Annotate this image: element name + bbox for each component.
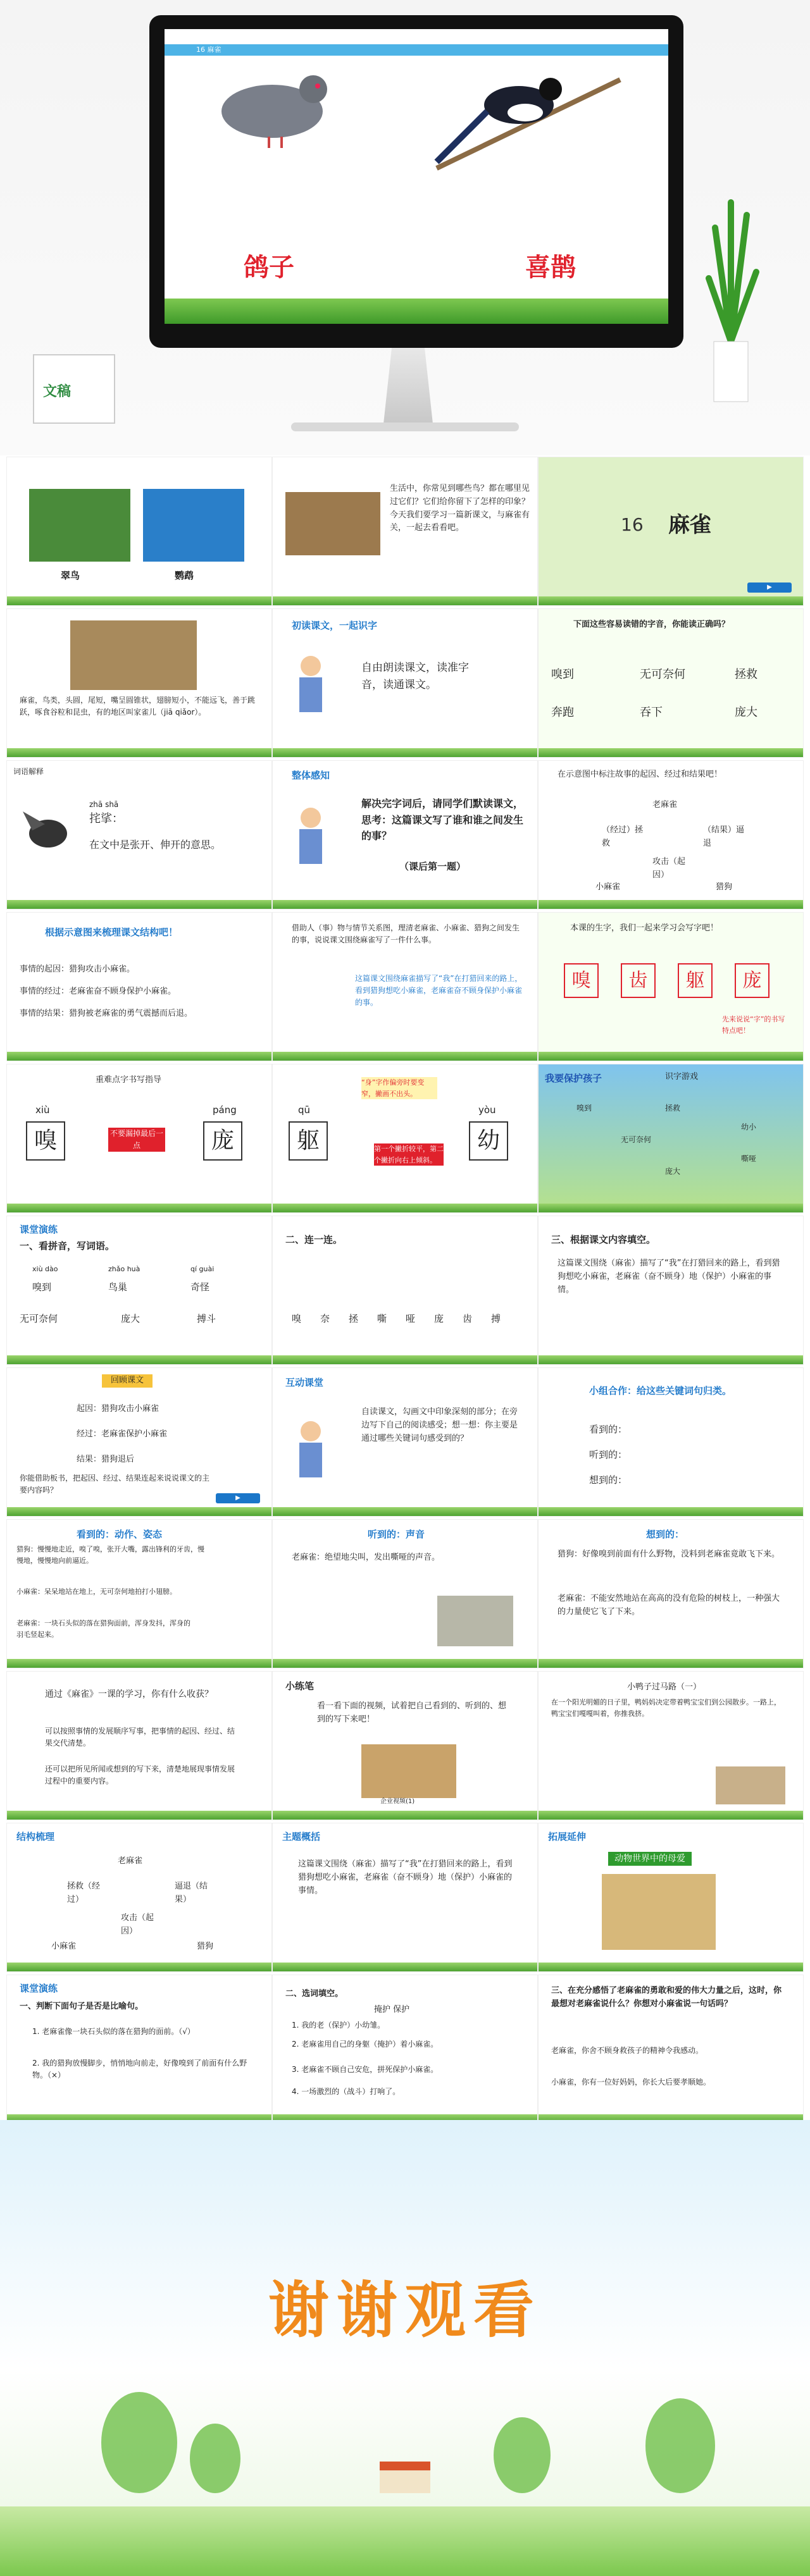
grass-strip (7, 1963, 271, 1971)
review-heading: 回顾课文 (102, 1374, 153, 1388)
slide-sample (538, 1671, 804, 1820)
diagram-heading: 在示意图中标注故事的起因、经过和结果吧！ (558, 770, 723, 779)
ans-6: 搏斗 (197, 1313, 216, 1324)
line-1: 事情的起因：猎狗攻击小麻雀。 (20, 964, 135, 974)
game-w4: 无可奈何 (621, 1135, 652, 1144)
c5: 哑 (406, 1313, 416, 1324)
thanks-text: 谢谢观看 (268, 2275, 542, 2346)
logo-text: 文稿 (43, 384, 72, 400)
game-w6: 庞大 (665, 1167, 681, 1176)
parrot-label: 鹦鹉 (175, 570, 194, 581)
grass-strip (539, 1355, 803, 1364)
ans-1: 嗅到 (32, 1281, 52, 1293)
heard-heading: 听到的：声音 (368, 1529, 425, 1540)
animal-photo (602, 1874, 716, 1950)
tag: 词语解释 (13, 767, 44, 776)
extension-sub: 动物世界中的母爱 (608, 1852, 692, 1866)
item-b: 2. 我的猎狗放慢脚步，悄悄地向前走，好像嗅到了前面有什么野物。（×） (32, 2059, 247, 2080)
sparrow-image (285, 492, 380, 555)
grass-strip (7, 1052, 271, 1061)
answer-a: 老麻雀，你舍不顾身救孩子的精神令我感动。 (551, 2046, 704, 2055)
thought-2: 老麻雀：不能安然地站在高高的没有危险的树枝上，一种强大的力量使它飞了下来。 (558, 1594, 780, 1617)
practice-heading: 小练笔 (285, 1680, 315, 1692)
exercise-q: 一、判断下面句子是否是比喻句。 (20, 2002, 144, 2011)
slide-review (6, 1367, 272, 1517)
grass-strip (273, 1659, 537, 1668)
group-heading: 小组合作：给这些关键词句归类。 (589, 1385, 732, 1396)
chars-note: 先来说说“字”的书写特点吧！ (722, 1015, 785, 1035)
slide-exercise-4 (6, 1975, 272, 2124)
review-q: 你能借助板书，把起因、经过、结果连起来说说课文的主要内容吗？ (20, 1474, 210, 1495)
section-heading: 拓展延伸 (548, 1831, 587, 1842)
grass-strip (539, 748, 803, 757)
slide-heard (272, 1519, 538, 1668)
structure-heading: 根据示意图来梳理课文结构吧！ (45, 927, 178, 938)
gains-heading: 通过《麻雀》一课的学习，你有什么收获？ (45, 1689, 213, 1699)
ans-3: 奇怪 (190, 1281, 210, 1293)
writing-heading: 重难点字书写指导 (96, 1075, 162, 1085)
heard-text: 老麻雀：绝望地尖叫，发出嘶哑的声音。 (292, 1553, 440, 1562)
teacher-icon (292, 1419, 330, 1488)
slide-birds (6, 457, 272, 606)
slide-exercise-1 (6, 1216, 272, 1365)
grass-strip (7, 1811, 271, 1820)
exercise-q: 二、连一连。 (285, 1234, 343, 1245)
grass-strip (7, 900, 271, 909)
magpie-label: 喜鹊 (525, 252, 576, 282)
slide-seen (6, 1519, 272, 1668)
sample-text: 在一个阳光明媚的日子里，鸭妈妈决定带着鸭宝宝们到公园散步。一路上，鸭宝宝们嘎嘎叫着，你推我挤。 (551, 1698, 781, 1718)
overview-note: （课后第一题） (399, 861, 466, 872)
c7: 齿 (463, 1313, 473, 1324)
slide-new-chars (538, 912, 804, 1061)
grass-strip (273, 596, 537, 605)
slide-writing-2 (272, 1064, 538, 1213)
pinyin-2: páng (213, 1104, 237, 1116)
hero-banner (0, 0, 810, 455)
c1: 嗅 (292, 1313, 302, 1324)
heard: 听到的： (589, 1449, 628, 1460)
grass-strip (539, 900, 803, 909)
slide-thought (538, 1519, 804, 1668)
slide-diagram-1 (538, 760, 804, 909)
ans-4: 无可奈何 (20, 1313, 58, 1324)
summary-text: 借助人（事）物与情节关系图，理清老麻雀、小麻雀、猎狗之间发生的事，说说课文围绕麻雀写了一件什么事。 (292, 923, 520, 945)
grass-strip (273, 1963, 537, 1971)
magpie-image (430, 54, 633, 175)
pigeon-image (209, 61, 335, 149)
sparrow-info-text: 麻雀，鸟类，头圆，尾短，嘴呈圆锥状，翅膀短小，不能远飞，善于跳跃，啄食谷粒和昆虫，有的地区叫家雀儿（jiā qiǎor）。 (20, 696, 256, 717)
slide-title (538, 457, 804, 606)
tree-decoration (101, 2392, 177, 2493)
slide-game (538, 1064, 804, 1213)
game-sub: 识字游戏 (665, 1072, 699, 1082)
seen-3: 老麻雀：一块石头似的落在猎狗面前，浑身发抖，浑身的羽毛竖起来。 (16, 1619, 190, 1639)
note-2: 第一个撇折较平，第二个撇折向右上倾斜。 (374, 1143, 444, 1166)
exercise-q: 三、根据课文内容填空。 (551, 1234, 656, 1245)
char-2: 齿 (621, 963, 656, 998)
char-1: 嗅 (564, 963, 599, 998)
ans-5: 庞大 (121, 1313, 140, 1324)
slide-interactive (272, 1367, 538, 1517)
pron-heading: 下面这些容易读错的字音，你能读正确吗？ (573, 620, 730, 629)
monitor (149, 15, 683, 348)
line-2: 事情的经过：老麻雀奋不顾身保护小麻雀。 (20, 987, 177, 996)
slide-word-meaning (6, 760, 272, 909)
slide-structure-2 (6, 1823, 272, 1972)
monitor-stand (367, 348, 449, 424)
teacher-icon (292, 653, 330, 723)
node-top: 老麻雀 (118, 1856, 143, 1866)
lesson-number: 16 (621, 514, 644, 535)
seen: 看到的： (589, 1424, 628, 1435)
video-caption: 企业视频(1) (380, 1798, 415, 1805)
gains-1: 可以按照事情的发展顺序写事，把事情的起因、经过、结果交代清楚。 (45, 1727, 235, 1748)
grass-strip (273, 1204, 537, 1212)
pinyin-1: xiù (35, 1104, 50, 1116)
node-bl: 小麻雀 (51, 1942, 77, 1951)
grass-strip (539, 596, 803, 605)
grass-strip (539, 1052, 803, 1061)
grass-strip (539, 1811, 803, 1820)
item-d: 4. 一场激烈的（战斗）打响了。 (292, 2087, 401, 2096)
py-1: xiù dào (32, 1265, 58, 1273)
slide-group (538, 1367, 804, 1517)
slide-exercise-6 (538, 1975, 804, 2124)
slide-summary (272, 912, 538, 1061)
node-top: 老麻雀 (652, 800, 678, 810)
slide-gains (6, 1671, 272, 1820)
game-w1: 嗅到 (576, 1104, 592, 1112)
ans-2: 鸟巢 (108, 1281, 128, 1293)
sparrows-image (70, 620, 197, 690)
game-w2: 拯救 (665, 1104, 681, 1112)
exercise-q: 一、看拼音，写词语。 (20, 1240, 115, 1252)
game-w5: 嘶哑 (741, 1154, 757, 1163)
exercise-q: 三、在充分感悟了老麻雀的勇敢和爱的伟大力量之后，这时，你最想对老麻雀说什么？你想对小麻雀说一句话吗？ (551, 1986, 782, 2009)
exercise-heading: 课堂演练 (20, 1224, 58, 1235)
tree-decoration (494, 2417, 551, 2493)
section-heading: 主题概括 (282, 1831, 321, 1842)
slide-intro (272, 457, 538, 606)
chars-heading: 本课的生字，我们一起来学习会写字吧！ (570, 923, 719, 933)
slide-exercise-5 (272, 1975, 538, 2124)
word-choices: 掩护 保护 (374, 2005, 410, 2014)
calendar-logo (33, 354, 115, 424)
grass-strip (0, 2506, 810, 2576)
read-text: 自由朗读课文，读准字音，读通课文。 (361, 662, 469, 692)
slide-first-read (272, 608, 538, 758)
tree-decoration (190, 2424, 240, 2493)
c6: 庞 (434, 1313, 444, 1324)
node-bl: 小麻雀 (595, 882, 621, 892)
grass-strip (273, 748, 537, 757)
node-mid: 攻击（起因） (652, 857, 686, 880)
plant-icon (702, 190, 759, 405)
node-br: 猎狗 (716, 882, 733, 892)
seen-1: 猎狗：慢慢地走近，嗅了嗅，张开大嘴，露出锋利的牙齿，慢慢地，慢慢地向前逼近。 (16, 1545, 204, 1565)
summary-blue: 这篇课文围绕麻雀描写了“我”在打猎回来的路上，看到猎狗想吃小麻雀，老麻雀奋不顾身保护小麻雀的事。 (355, 974, 523, 1008)
node-br: 猎狗 (197, 1942, 214, 1951)
slide-writing-1 (6, 1064, 272, 1213)
c4: 嘶 (377, 1313, 387, 1324)
grass-strip (7, 1659, 271, 1668)
pinyin-1: qū (298, 1104, 311, 1116)
slide-extension (538, 1823, 804, 1972)
slide-title-bar: 16 麻雀 (165, 44, 668, 56)
slide-pronunciation (538, 608, 804, 758)
note-1: “身”字作偏旁时要变窄，撇画不出头。 (361, 1077, 437, 1099)
thought: 想到的： (589, 1474, 628, 1486)
next-button[interactable]: ▶ (216, 1493, 260, 1503)
grass-strip (7, 1204, 271, 1212)
node-left: 拯救（经过） (67, 1882, 101, 1904)
c8: 搏 (491, 1313, 501, 1324)
kingfisher-label: 翠鸟 (61, 570, 80, 581)
slide-exercise-3 (538, 1216, 804, 1365)
char-2: 幼 (469, 1121, 508, 1161)
definition: 在文中是张开、伸开的意思。 (89, 839, 221, 851)
grass-strip (7, 1507, 271, 1516)
slide-structure (6, 912, 272, 1061)
theme-text: 这篇课文围绕（麻雀）描写了“我”在打猎回来的路上，看到猎狗想吃小麻雀，老麻雀（奋不顾身）地（保护）小麻雀的事情。 (298, 1859, 513, 1895)
grass-strip (539, 1659, 803, 1668)
item-c: 3. 老麻雀不顾自己安危，拼死保护小麻雀。 (292, 2065, 439, 2074)
section-heading: 结构梳理 (16, 1831, 55, 1842)
grass-strip (7, 596, 271, 605)
answer-b: 小麻雀，你有一位好妈妈，你长大后要孝顺她。 (551, 2078, 711, 2086)
exercise-q: 二、选词填空。 (285, 1989, 344, 1999)
seen-heading: 看到的：动作、姿态 (77, 1529, 163, 1540)
interactive-text: 自读课文，勾画文中印象深刻的部分；在旁边写下自己的阅读感受；想一想：你主要是通过哪些关键词句感受到的？ (361, 1407, 518, 1443)
node-right: （结果）逼退 (703, 825, 745, 848)
bird-icon (20, 805, 77, 856)
grass-strip (539, 1507, 803, 1516)
practice-text: 看一看下面的视频，试着把自己看到的、听到的、想到的写下来吧！ (317, 1701, 507, 1724)
sample-heading: 小鸭子过马路（一） (627, 1682, 702, 1692)
pigeon-label: 鸽子 (244, 252, 294, 282)
thought-1: 猎狗：好像嗅到前面有什么野物，没料到老麻雀竟敢飞下来。 (558, 1550, 780, 1559)
slide-overview (272, 760, 538, 909)
thought-heading: 想到的： (646, 1529, 685, 1540)
section-heading: 互动课堂 (285, 1377, 324, 1388)
word-4: 奔跑 (551, 706, 574, 719)
word-1: 嗅到 (551, 668, 574, 681)
result: 结果：猎狗退后 (77, 1455, 135, 1464)
word-2: 无可奈何 (640, 668, 685, 681)
exercise-text: 这篇课文围绕（麻雀）描写了“我”在打猎回来的路上，看到猎狗想吃小麻雀，老麻雀（奋不顾身）地（保护）小麻雀的事情。 (558, 1259, 780, 1295)
word-3: 拯救 (735, 668, 757, 681)
monitor-screen (165, 29, 668, 324)
item-b: 2. 老麻雀用自己的身躯（掩护）着小麻雀。 (292, 2040, 439, 2049)
py-2: zhǎo huà (108, 1265, 140, 1273)
grass-strip (273, 1811, 537, 1820)
gains-2: 还可以把所见所闻或想到的写下来，清楚地展现事情发展过程中的重要内容。 (45, 1765, 235, 1786)
slide-sparrow-info (6, 608, 272, 758)
word-5: 吞下 (640, 706, 663, 719)
slide-practice (272, 1671, 538, 1820)
pinyin: zhā shā (89, 800, 119, 809)
item-a: 1. 老麻雀像一块石头似的落在猎狗的面前。（√） (32, 2027, 195, 2036)
seen-2: 小麻雀：呆呆地站在地上，无可奈何地拍打小翅膀。 (16, 1587, 177, 1596)
tree-decoration (645, 2398, 715, 2493)
py-3: qí guài (190, 1265, 215, 1273)
next-button[interactable]: ▶ (747, 582, 792, 593)
grass-strip (7, 1355, 271, 1364)
node-right: 逼退（结果） (175, 1882, 208, 1904)
grass-strip (539, 1963, 803, 1971)
thanks-slide (0, 2120, 810, 2576)
monitor-base (291, 422, 519, 431)
parrot-image (143, 489, 244, 562)
house-icon (380, 2462, 430, 2493)
sparrow-photo (437, 1596, 513, 1646)
item-a: 1. 我的老（保护）小幼雏。 (292, 2021, 385, 2030)
grass-strip (273, 1507, 537, 1516)
char-1: 躯 (289, 1121, 328, 1161)
kingfisher-image (29, 489, 130, 562)
intro-text: 生活中，你常见到哪些鸟？都在哪里见过它们？它们给你留下了怎样的印象？今天我们要学习一篇新课文，与麻雀有关，一起去看看吧。 (390, 484, 530, 533)
writing-tip: 不要漏掉最后一点 (108, 1128, 165, 1152)
section-heading: 课堂演练 (20, 1983, 58, 1994)
pinyin-2: yòu (478, 1104, 496, 1116)
char-1: 嗅 (26, 1121, 65, 1161)
c3: 拯 (349, 1313, 359, 1324)
overview-text: 解决完字词后，请同学们默读课文，思考：这篇课文写了谁和谁之间发生的事？ (361, 798, 524, 842)
teacher-icon (292, 805, 330, 875)
grass-strip (273, 1355, 537, 1364)
node-left: （经过）拯救 (602, 825, 644, 848)
game-heading: 我要保护孩子 (545, 1073, 602, 1084)
c2: 奈 (320, 1313, 330, 1324)
node-mid: 攻击（起因） (121, 1913, 154, 1936)
char-2: 庞 (203, 1121, 242, 1161)
section-heading: 整体感知 (292, 770, 330, 781)
duck-photo (716, 1766, 785, 1804)
section-heading: 初读课文，一起识字 (292, 620, 378, 631)
grass-strip (273, 1052, 537, 1061)
video-thumbnail[interactable] (361, 1744, 456, 1798)
grass-strip (273, 900, 537, 909)
lesson-title: 麻雀 (668, 512, 711, 538)
slide-theme (272, 1823, 538, 1972)
grass-strip (165, 299, 668, 324)
process: 经过：老麻雀保护小麻雀 (77, 1429, 168, 1439)
char-3: 躯 (678, 963, 713, 998)
game-w3: 幼小 (741, 1123, 757, 1131)
line-3: 事情的结果：猎狗被老麻雀的勇气震撼而后退。 (20, 1009, 193, 1018)
grass-strip (7, 748, 271, 757)
grass-strip (539, 1204, 803, 1212)
slide-exercise-2 (272, 1216, 538, 1365)
cause: 起因：猎狗攻击小麻雀 (77, 1404, 159, 1414)
word: 挓挲： (89, 812, 123, 825)
char-4: 庞 (735, 963, 770, 998)
word-6: 庞大 (735, 706, 757, 719)
